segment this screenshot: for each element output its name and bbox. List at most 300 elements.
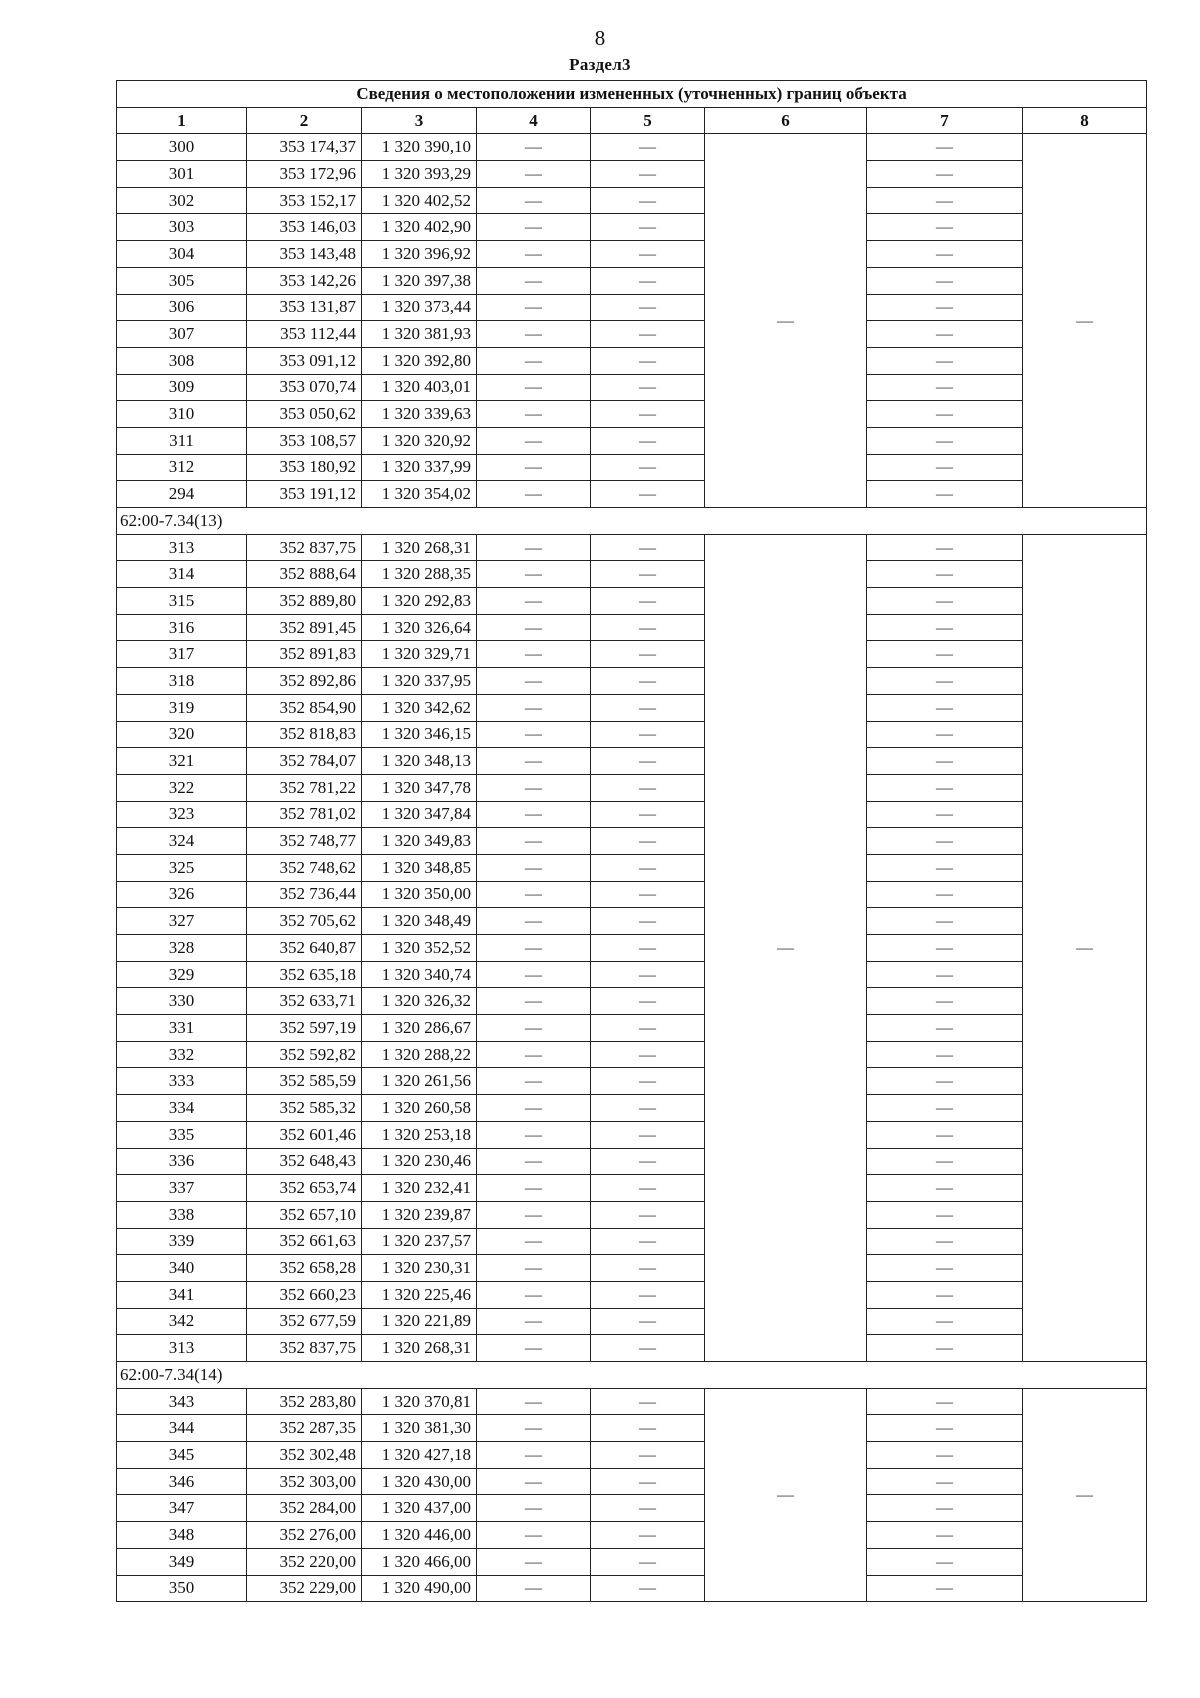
- dash-cell: —: [867, 1148, 1023, 1175]
- coordinate-x-cell: 352 784,07: [247, 748, 362, 775]
- dash-cell: —: [477, 1335, 591, 1362]
- dash-cell: —: [867, 854, 1023, 881]
- table-row: [117, 668, 1147, 695]
- point-number-cell: 332: [117, 1041, 247, 1068]
- dash-cell: —: [867, 774, 1023, 801]
- dash-cell: —: [477, 1228, 591, 1255]
- merged-dash-cell: —: [705, 534, 867, 1361]
- coordinate-y-cell: 1 320 354,02: [362, 481, 477, 508]
- dash-cell: —: [867, 1388, 1023, 1415]
- dash-cell: —: [477, 1388, 591, 1415]
- coordinate-y-cell: 1 320 261,56: [362, 1068, 477, 1095]
- dash-cell: —: [867, 1468, 1023, 1495]
- coordinate-x-cell: 353 174,37: [247, 134, 362, 161]
- point-number-cell: 313: [117, 534, 247, 561]
- dash-cell: —: [477, 854, 591, 881]
- coordinate-y-cell: 1 320 381,93: [362, 321, 477, 348]
- point-number-cell: 324: [117, 828, 247, 855]
- dash-cell: —: [591, 241, 705, 268]
- point-number-cell: 336: [117, 1148, 247, 1175]
- point-number-cell: 300: [117, 134, 247, 161]
- column-header: 5: [591, 107, 705, 134]
- coordinate-x-cell: 353 146,03: [247, 214, 362, 241]
- dash-cell: —: [477, 641, 591, 668]
- dash-cell: —: [867, 347, 1023, 374]
- dash-cell: —: [867, 748, 1023, 775]
- coordinate-y-cell: 1 320 373,44: [362, 294, 477, 321]
- dash-cell: —: [591, 401, 705, 428]
- dash-cell: —: [477, 134, 591, 161]
- dash-cell: —: [867, 187, 1023, 214]
- dash-cell: —: [867, 988, 1023, 1015]
- point-number-cell: 328: [117, 935, 247, 962]
- dash-cell: —: [591, 1015, 705, 1042]
- table-row: [117, 1468, 1147, 1495]
- dash-cell: —: [867, 1495, 1023, 1522]
- table-row: [117, 214, 1147, 241]
- point-number-cell: 333: [117, 1068, 247, 1095]
- coordinate-x-cell: 353 180,92: [247, 454, 362, 481]
- dash-cell: —: [867, 534, 1023, 561]
- dash-cell: —: [477, 961, 591, 988]
- dash-cell: —: [477, 1495, 591, 1522]
- dash-cell: —: [591, 534, 705, 561]
- coordinate-y-cell: 1 320 329,71: [362, 641, 477, 668]
- coordinate-x-cell: 352 592,82: [247, 1041, 362, 1068]
- point-number-cell: 350: [117, 1575, 247, 1602]
- point-number-cell: 323: [117, 801, 247, 828]
- coordinate-y-cell: 1 320 490,00: [362, 1575, 477, 1602]
- dash-cell: —: [867, 828, 1023, 855]
- coordinate-y-cell: 1 320 230,46: [362, 1148, 477, 1175]
- dash-cell: —: [477, 1095, 591, 1122]
- coordinate-y-cell: 1 320 339,63: [362, 401, 477, 428]
- point-number-cell: 306: [117, 294, 247, 321]
- dash-cell: —: [867, 1228, 1023, 1255]
- coordinate-x-cell: 353 108,57: [247, 427, 362, 454]
- dash-cell: —: [867, 1281, 1023, 1308]
- dash-cell: —: [477, 1015, 591, 1042]
- dash-cell: —: [477, 561, 591, 588]
- dash-cell: —: [591, 1068, 705, 1095]
- dash-cell: —: [867, 1575, 1023, 1602]
- table-row: [117, 828, 1147, 855]
- dash-cell: —: [591, 641, 705, 668]
- table-row: [117, 1442, 1147, 1469]
- point-number-cell: 307: [117, 321, 247, 348]
- point-number-cell: 348: [117, 1522, 247, 1549]
- coordinate-y-cell: 1 320 239,87: [362, 1201, 477, 1228]
- dash-cell: —: [477, 1442, 591, 1469]
- coordinate-y-cell: 1 320 326,32: [362, 988, 477, 1015]
- coordinate-y-cell: 1 320 397,38: [362, 267, 477, 294]
- column-header: 1: [117, 107, 247, 134]
- dash-cell: —: [867, 1308, 1023, 1335]
- coordinate-x-cell: 353 091,12: [247, 347, 362, 374]
- coordinate-y-cell: 1 320 370,81: [362, 1388, 477, 1415]
- merged-dash-cell: —: [1023, 134, 1147, 508]
- dash-cell: —: [477, 748, 591, 775]
- dash-cell: —: [477, 828, 591, 855]
- coordinate-x-cell: 352 287,35: [247, 1415, 362, 1442]
- dash-cell: —: [477, 427, 591, 454]
- table-row: [117, 694, 1147, 721]
- coordinate-y-cell: 1 320 402,90: [362, 214, 477, 241]
- column-header: 8: [1023, 107, 1147, 134]
- coordinate-y-cell: 1 320 268,31: [362, 1335, 477, 1362]
- table-row: [117, 988, 1147, 1015]
- point-number-cell: 331: [117, 1015, 247, 1042]
- dash-cell: —: [867, 908, 1023, 935]
- coordinate-y-cell: 1 320 390,10: [362, 134, 477, 161]
- point-number-cell: 343: [117, 1388, 247, 1415]
- dash-cell: —: [591, 161, 705, 188]
- dash-cell: —: [867, 241, 1023, 268]
- coordinate-y-cell: 1 320 403,01: [362, 374, 477, 401]
- dash-cell: —: [867, 1095, 1023, 1122]
- coordinate-y-cell: 1 320 430,00: [362, 1468, 477, 1495]
- dash-cell: —: [477, 588, 591, 615]
- dash-cell: —: [477, 347, 591, 374]
- point-number-cell: 342: [117, 1308, 247, 1335]
- dash-cell: —: [477, 694, 591, 721]
- dash-cell: —: [477, 1548, 591, 1575]
- table-row: [117, 1522, 1147, 1549]
- table-row: [117, 961, 1147, 988]
- coordinate-y-cell: 1 320 348,49: [362, 908, 477, 935]
- dash-cell: —: [867, 214, 1023, 241]
- coordinate-y-cell: 1 320 381,30: [362, 1415, 477, 1442]
- dash-cell: —: [867, 668, 1023, 695]
- table-row: [117, 1201, 1147, 1228]
- point-number-cell: 322: [117, 774, 247, 801]
- table-row: [117, 1068, 1147, 1095]
- coordinate-y-cell: 1 320 232,41: [362, 1175, 477, 1202]
- dash-cell: —: [477, 881, 591, 908]
- coordinate-y-cell: 1 320 286,67: [362, 1015, 477, 1042]
- dash-cell: —: [477, 241, 591, 268]
- table-row: [117, 534, 1147, 561]
- table-row: [117, 161, 1147, 188]
- column-header: 6: [705, 107, 867, 134]
- coordinate-x-cell: 352 585,32: [247, 1095, 362, 1122]
- coordinate-x-cell: 353 070,74: [247, 374, 362, 401]
- table-caption: Сведения о местоположении измененных (уточненных) границ объекта: [117, 81, 1147, 108]
- column-header: 3: [362, 107, 477, 134]
- coordinate-y-cell: 1 320 253,18: [362, 1121, 477, 1148]
- dash-cell: —: [477, 321, 591, 348]
- dash-cell: —: [591, 721, 705, 748]
- dash-cell: —: [477, 1121, 591, 1148]
- table-row: [117, 1575, 1147, 1602]
- coordinate-x-cell: 352 635,18: [247, 961, 362, 988]
- point-number-cell: 312: [117, 454, 247, 481]
- table-row: [117, 614, 1147, 641]
- dash-cell: —: [591, 481, 705, 508]
- coordinate-x-cell: 352 660,23: [247, 1281, 362, 1308]
- group-header-row: [117, 508, 1147, 535]
- coordinate-y-cell: 1 320 268,31: [362, 534, 477, 561]
- dash-cell: —: [591, 427, 705, 454]
- coordinate-y-cell: 1 320 230,31: [362, 1255, 477, 1282]
- coordinate-x-cell: 352 748,77: [247, 828, 362, 855]
- point-number-cell: 317: [117, 641, 247, 668]
- dash-cell: —: [591, 1548, 705, 1575]
- table-row: [117, 641, 1147, 668]
- dash-cell: —: [867, 294, 1023, 321]
- dash-cell: —: [477, 1575, 591, 1602]
- dash-cell: —: [591, 321, 705, 348]
- coordinate-x-cell: 352 661,63: [247, 1228, 362, 1255]
- point-number-cell: 304: [117, 241, 247, 268]
- dash-cell: —: [591, 1041, 705, 1068]
- dash-cell: —: [591, 1575, 705, 1602]
- dash-cell: —: [867, 561, 1023, 588]
- coordinate-x-cell: 352 781,22: [247, 774, 362, 801]
- point-number-cell: 334: [117, 1095, 247, 1122]
- dash-cell: —: [867, 1548, 1023, 1575]
- dash-cell: —: [591, 1228, 705, 1255]
- coordinate-y-cell: 1 320 342,62: [362, 694, 477, 721]
- dash-cell: —: [867, 321, 1023, 348]
- dash-cell: —: [867, 1522, 1023, 1549]
- coordinate-x-cell: 352 284,00: [247, 1495, 362, 1522]
- coordinate-x-cell: 353 142,26: [247, 267, 362, 294]
- dash-cell: —: [867, 454, 1023, 481]
- point-number-cell: 325: [117, 854, 247, 881]
- point-number-cell: 338: [117, 1201, 247, 1228]
- table-row: [117, 134, 1147, 161]
- table-row: [117, 721, 1147, 748]
- coordinate-x-cell: 352 653,74: [247, 1175, 362, 1202]
- point-number-cell: 319: [117, 694, 247, 721]
- coordinate-y-cell: 1 320 402,52: [362, 187, 477, 214]
- coordinate-x-cell: 352 601,46: [247, 1121, 362, 1148]
- point-number-cell: 301: [117, 161, 247, 188]
- table-row: [117, 1228, 1147, 1255]
- coordinate-x-cell: 352 597,19: [247, 1015, 362, 1042]
- point-number-cell: 326: [117, 881, 247, 908]
- table-row: [117, 241, 1147, 268]
- coordinate-x-cell: 352 302,48: [247, 1442, 362, 1469]
- merged-dash-cell: —: [1023, 534, 1147, 1361]
- dash-cell: —: [477, 214, 591, 241]
- coordinate-y-cell: 1 320 446,00: [362, 1522, 477, 1549]
- coordinate-y-cell: 1 320 237,57: [362, 1228, 477, 1255]
- table-row: [117, 1121, 1147, 1148]
- table-row: [117, 1548, 1147, 1575]
- point-number-cell: 329: [117, 961, 247, 988]
- coordinate-x-cell: 352 888,64: [247, 561, 362, 588]
- dash-cell: —: [477, 267, 591, 294]
- merged-dash-cell: —: [705, 1388, 867, 1602]
- coordinate-x-cell: 352 658,28: [247, 1255, 362, 1282]
- coordinate-y-cell: 1 320 350,00: [362, 881, 477, 908]
- dash-cell: —: [591, 828, 705, 855]
- point-number-cell: 314: [117, 561, 247, 588]
- table-row: [117, 1255, 1147, 1282]
- dash-cell: —: [591, 614, 705, 641]
- coordinate-y-cell: 1 320 288,35: [362, 561, 477, 588]
- dash-cell: —: [591, 935, 705, 962]
- coordinate-y-cell: 1 320 348,13: [362, 748, 477, 775]
- coordinate-x-cell: 352 220,00: [247, 1548, 362, 1575]
- dash-cell: —: [867, 374, 1023, 401]
- coordinate-y-cell: 1 320 347,78: [362, 774, 477, 801]
- coordinate-x-cell: 352 303,00: [247, 1468, 362, 1495]
- section-title: Раздел3: [569, 55, 631, 74]
- table-row: [117, 748, 1147, 775]
- table-row: [117, 294, 1147, 321]
- dash-cell: —: [591, 881, 705, 908]
- coordinate-y-cell: 1 320 337,99: [362, 454, 477, 481]
- point-number-cell: 305: [117, 267, 247, 294]
- coordinate-x-cell: 352 677,59: [247, 1308, 362, 1335]
- dash-cell: —: [591, 134, 705, 161]
- dash-cell: —: [867, 1068, 1023, 1095]
- dash-cell: —: [477, 1068, 591, 1095]
- table-row: [117, 1388, 1147, 1415]
- dash-cell: —: [591, 1175, 705, 1202]
- coordinate-y-cell: 1 320 320,92: [362, 427, 477, 454]
- merged-dash-cell: —: [1023, 1388, 1147, 1602]
- coordinate-x-cell: 353 191,12: [247, 481, 362, 508]
- dash-cell: —: [477, 668, 591, 695]
- coordinate-x-cell: 352 648,43: [247, 1148, 362, 1175]
- dash-cell: —: [591, 694, 705, 721]
- point-number-cell: 349: [117, 1548, 247, 1575]
- dash-cell: —: [477, 161, 591, 188]
- coordinate-x-cell: 352 781,02: [247, 801, 362, 828]
- table-row: [117, 347, 1147, 374]
- coordinate-x-cell: 352 891,45: [247, 614, 362, 641]
- dash-cell: —: [591, 961, 705, 988]
- dash-cell: —: [867, 134, 1023, 161]
- point-number-cell: 341: [117, 1281, 247, 1308]
- dash-cell: —: [477, 1468, 591, 1495]
- dash-cell: —: [477, 1415, 591, 1442]
- dash-cell: —: [477, 534, 591, 561]
- coordinate-x-cell: 352 585,59: [247, 1068, 362, 1095]
- dash-cell: —: [867, 935, 1023, 962]
- coordinate-y-cell: 1 320 225,46: [362, 1281, 477, 1308]
- dash-cell: —: [591, 1121, 705, 1148]
- dash-cell: —: [867, 267, 1023, 294]
- table-row: [117, 267, 1147, 294]
- coordinate-x-cell: 352 633,71: [247, 988, 362, 1015]
- column-header: 2: [247, 107, 362, 134]
- dash-cell: —: [477, 1255, 591, 1282]
- dash-cell: —: [477, 1281, 591, 1308]
- point-number-cell: 339: [117, 1228, 247, 1255]
- table-row: [117, 881, 1147, 908]
- dash-cell: —: [591, 1388, 705, 1415]
- dash-cell: —: [477, 774, 591, 801]
- dash-cell: —: [867, 1121, 1023, 1148]
- coordinate-y-cell: 1 320 396,92: [362, 241, 477, 268]
- dash-cell: —: [867, 1175, 1023, 1202]
- coordinate-y-cell: 1 320 348,85: [362, 854, 477, 881]
- dash-cell: —: [477, 935, 591, 962]
- point-number-cell: 344: [117, 1415, 247, 1442]
- dash-cell: —: [591, 854, 705, 881]
- dash-cell: —: [867, 1201, 1023, 1228]
- column-header-row: [117, 107, 1147, 134]
- dash-cell: —: [477, 401, 591, 428]
- dash-cell: —: [591, 1281, 705, 1308]
- table-row: [117, 321, 1147, 348]
- dash-cell: —: [591, 1415, 705, 1442]
- dash-cell: —: [867, 961, 1023, 988]
- dash-cell: —: [591, 1255, 705, 1282]
- coordinate-x-cell: 353 152,17: [247, 187, 362, 214]
- dash-cell: —: [591, 294, 705, 321]
- dash-cell: —: [477, 1041, 591, 1068]
- dash-cell: —: [867, 1015, 1023, 1042]
- dash-cell: —: [591, 1522, 705, 1549]
- coordinate-x-cell: 352 837,75: [247, 534, 362, 561]
- dash-cell: —: [591, 1468, 705, 1495]
- dash-cell: —: [591, 561, 705, 588]
- coordinate-x-cell: 353 172,96: [247, 161, 362, 188]
- coordinate-y-cell: 1 320 326,64: [362, 614, 477, 641]
- point-number-cell: 318: [117, 668, 247, 695]
- point-number-cell: 309: [117, 374, 247, 401]
- dash-cell: —: [867, 881, 1023, 908]
- point-number-cell: 316: [117, 614, 247, 641]
- table-row: [117, 854, 1147, 881]
- coordinate-x-cell: 352 892,86: [247, 668, 362, 695]
- dash-cell: —: [591, 801, 705, 828]
- coordinate-x-cell: 352 283,80: [247, 1388, 362, 1415]
- dash-cell: —: [867, 721, 1023, 748]
- dash-cell: —: [591, 588, 705, 615]
- dash-cell: —: [867, 1041, 1023, 1068]
- dash-cell: —: [867, 401, 1023, 428]
- coordinate-y-cell: 1 320 292,83: [362, 588, 477, 615]
- dash-cell: —: [477, 187, 591, 214]
- table-row: [117, 1041, 1147, 1068]
- coordinate-x-cell: 352 818,83: [247, 721, 362, 748]
- dash-cell: —: [867, 641, 1023, 668]
- coordinate-x-cell: 352 657,10: [247, 1201, 362, 1228]
- dash-cell: —: [591, 267, 705, 294]
- dash-cell: —: [591, 748, 705, 775]
- coordinate-x-cell: 352 276,00: [247, 1522, 362, 1549]
- coordinate-y-cell: 1 320 393,29: [362, 161, 477, 188]
- dash-cell: —: [477, 1522, 591, 1549]
- coordinate-x-cell: 353 050,62: [247, 401, 362, 428]
- coordinate-y-cell: 1 320 340,74: [362, 961, 477, 988]
- dash-cell: —: [591, 214, 705, 241]
- dash-cell: —: [477, 1175, 591, 1202]
- dash-cell: —: [477, 1308, 591, 1335]
- coordinate-x-cell: 352 736,44: [247, 881, 362, 908]
- point-number-cell: 327: [117, 908, 247, 935]
- coordinate-x-cell: 352 854,90: [247, 694, 362, 721]
- dash-cell: —: [477, 294, 591, 321]
- point-number-cell: 345: [117, 1442, 247, 1469]
- table-row: [117, 561, 1147, 588]
- dash-cell: —: [591, 1095, 705, 1122]
- table-row: [117, 908, 1147, 935]
- group-header-row: [117, 1362, 1147, 1389]
- dash-cell: —: [867, 694, 1023, 721]
- dash-cell: —: [591, 347, 705, 374]
- group-label: 62:00-7.34(13): [117, 508, 1147, 535]
- table-row: [117, 374, 1147, 401]
- coordinate-x-cell: 353 112,44: [247, 321, 362, 348]
